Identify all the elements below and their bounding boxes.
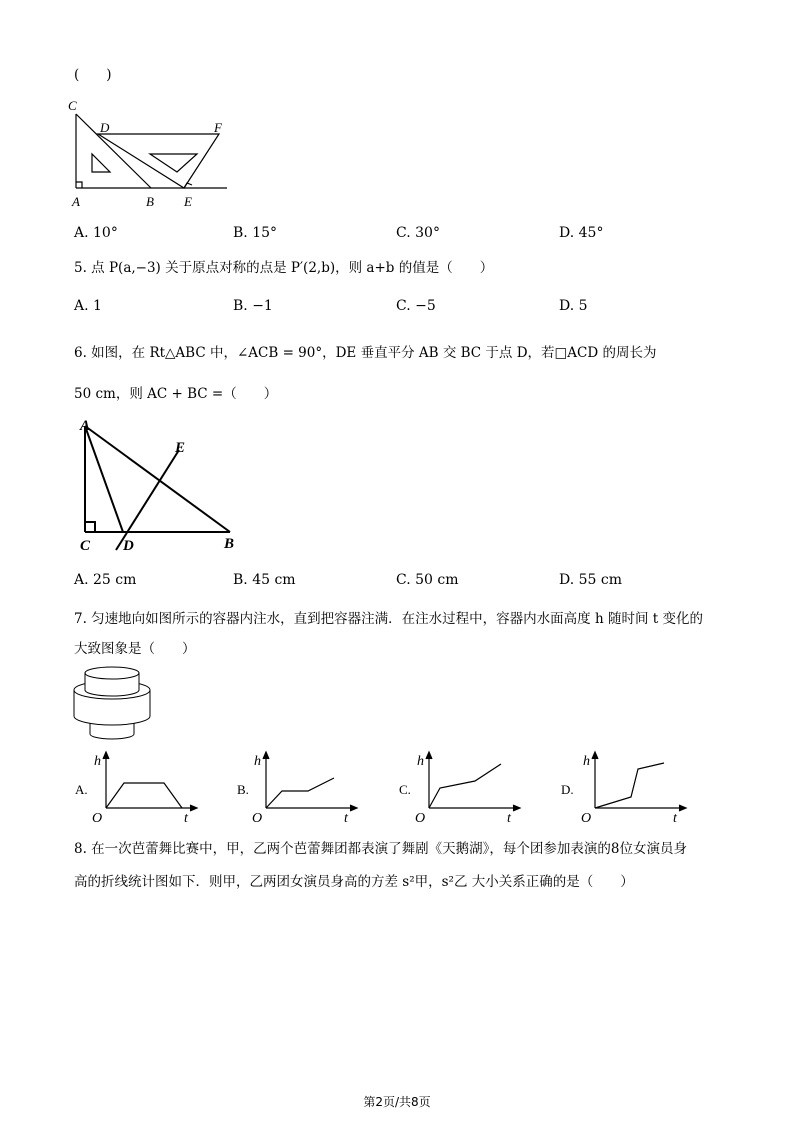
q6-triangle-figure	[74, 418, 244, 558]
q4-inner-triangle-right	[150, 154, 197, 172]
q6-line-de	[116, 450, 179, 550]
svg-text:O: O	[415, 811, 426, 826]
q6-option-a[interactable]: A. 25 cm	[74, 572, 137, 588]
graph-a-curve	[106, 783, 182, 808]
q4-set-square-figure	[64, 96, 234, 212]
svg-text:B.: B.	[237, 782, 249, 797]
q6-option-b[interactable]: B. 45 cm	[233, 572, 296, 588]
q6-label-a: A	[80, 418, 91, 434]
graph-b-curve	[266, 778, 334, 808]
q8-stem-line1: 8. 在一次芭蕾舞比赛中，甲，乙两个芭蕾舞团都表演了舞剧《天鹅湖》，每个团参加表演的8位女演员身	[74, 841, 688, 857]
q6-segment-ab	[85, 426, 230, 532]
svg-text:O: O	[581, 811, 592, 826]
container-top-ellipse	[85, 667, 139, 679]
q4-option-a[interactable]: A. 10°	[74, 225, 118, 241]
q4-option-c[interactable]: C. 30°	[396, 225, 440, 241]
q5-option-a[interactable]: A. 1	[74, 298, 102, 314]
svg-text:O: O	[92, 811, 103, 826]
q7-container-figure	[70, 668, 160, 744]
svg-text:h: h	[583, 754, 590, 769]
q6-segment-ad	[85, 426, 123, 532]
q6-option-d[interactable]: D. 55 cm	[559, 572, 623, 588]
q4-set-square-def	[98, 134, 219, 188]
svg-text:C.: C.	[399, 782, 411, 797]
svg-text:t: t	[344, 811, 348, 826]
svg-text:O: O	[252, 811, 263, 826]
q5-option-c[interactable]: C. −5	[396, 298, 436, 314]
svg-text:h: h	[254, 754, 261, 769]
q4-label-b: B	[146, 194, 154, 209]
q5-option-d[interactable]: D. 5	[559, 298, 588, 314]
q6-label-b: B	[224, 536, 235, 552]
svg-text:t: t	[184, 811, 188, 826]
q6-option-c[interactable]: C. 50 cm	[396, 572, 459, 588]
q7-graph-b[interactable]	[232, 748, 362, 828]
svg-text:h: h	[417, 754, 424, 769]
svg-text:t: t	[673, 811, 677, 826]
q6-stem-line1: 6. 如图，在 Rt△ABC 中，∠ACB = 90°，DE 垂直平分 AB 交 BC 于点 D，若□ACD 的周长为	[74, 345, 657, 361]
q7-graph-a[interactable]	[70, 748, 200, 828]
q6-label-c: C	[80, 538, 91, 554]
q4-label-d: D	[100, 120, 110, 135]
q7-graph-c[interactable]	[394, 748, 524, 828]
continued-question-bracket: ( )	[74, 67, 112, 83]
q4-inner-triangle-left	[92, 154, 110, 172]
q4-label-c: C	[68, 98, 77, 113]
q4-right-angle-a	[76, 182, 82, 188]
q4-option-d[interactable]: D. 45°	[559, 225, 604, 241]
svg-text:A.: A.	[75, 782, 88, 797]
svg-text:h: h	[94, 754, 101, 769]
q4-label-a: A	[72, 194, 80, 209]
q4-option-b[interactable]: B. 15°	[233, 225, 278, 241]
q4-label-f: F	[214, 120, 222, 135]
q4-label-e: E	[184, 194, 192, 209]
svg-text:t: t	[507, 811, 511, 826]
q7-graph-d[interactable]	[558, 748, 688, 828]
q4-segment-cb	[76, 114, 151, 188]
q5-stem: 5. 点 P(a,−3) 关于原点对称的点是 P′(2,b)，则 a+b 的值是（ ）	[74, 260, 494, 276]
graph-d-curve	[595, 763, 664, 808]
q6-label-e: E	[175, 440, 186, 456]
q7-stem-line1: 7. 匀速地向如图所示的容器内注水，直到把容器注满．在注水过程中，容器内水面高度 h 随时间 t 变化的	[74, 611, 703, 627]
q6-label-d: D	[123, 538, 134, 554]
q5-option-b[interactable]: B. −1	[233, 298, 273, 314]
q6-right-angle-c	[85, 522, 95, 532]
page-footer: 第2页/共8页	[363, 1095, 431, 1109]
q6-stem-line2: 50 cm，则 AC + BC =（ ）	[74, 386, 278, 402]
q8-stem-line2: 高的折线统计图如下．则甲，乙两团女演员身高的方差 s²甲，s²乙 大小关系正确的是（ ）	[74, 874, 634, 890]
graph-c-curve	[429, 764, 501, 808]
q7-stem-line2: 大致图象是（ ）	[74, 641, 196, 657]
svg-text:D.: D.	[561, 782, 574, 797]
